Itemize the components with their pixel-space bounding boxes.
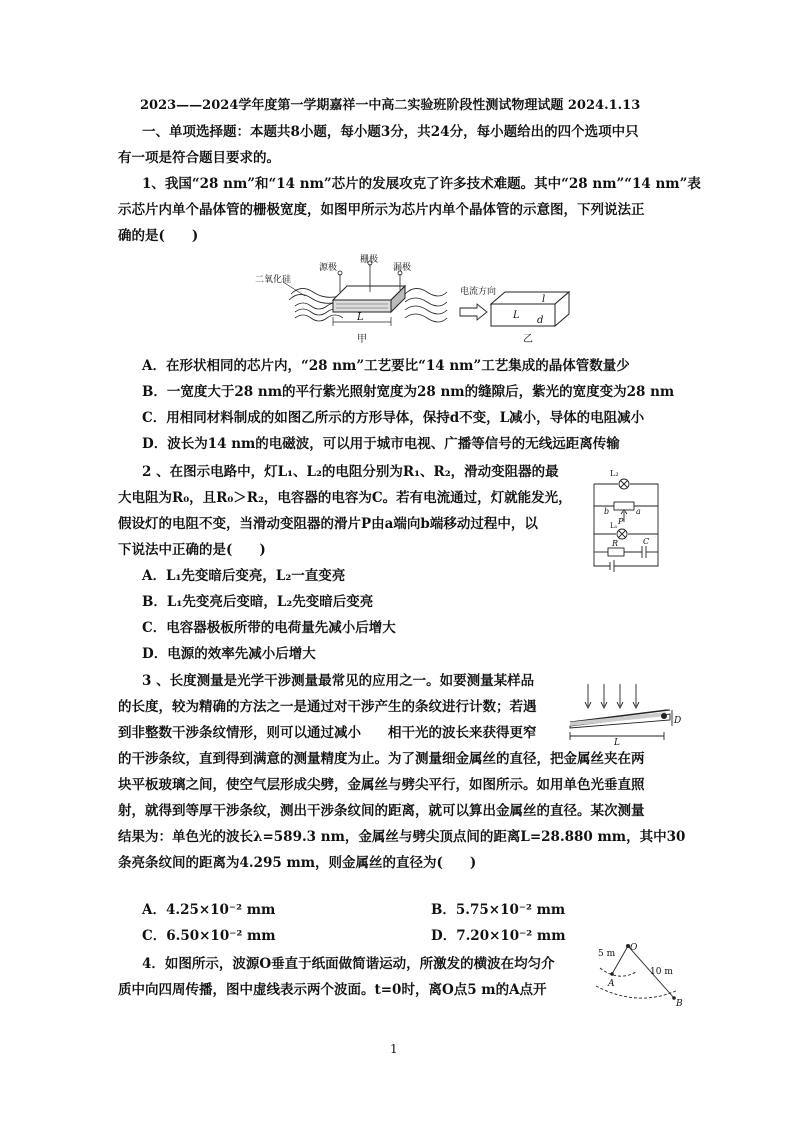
q2-circuit-figure bbox=[588, 462, 668, 572]
label-C: C bbox=[643, 537, 650, 546]
q1-option-c: C．用相同材料制成的如图乙所示的方形导体，保持d不变，L减小，导体的电阻减小 bbox=[142, 410, 645, 426]
q2-option-d: D．电源的效率先减小后增大 bbox=[142, 646, 316, 662]
label-10m: 10 m bbox=[650, 967, 673, 977]
q2-stem-1: 2 、在图示电路中，灯L₁、L₂的电阻分别为R₁、R₂，滑动变阻器的最 bbox=[142, 464, 559, 480]
q3-stem-5: 块平板玻璃之间，使空气层形成尖劈，金属丝与劈尖平行，如图所示。如用单色光垂直照 bbox=[118, 777, 645, 793]
label-b: b bbox=[604, 507, 610, 516]
label-L: L bbox=[357, 312, 364, 323]
q3-option-d: D．7.20×10⁻² mm bbox=[431, 928, 566, 944]
label-L1-lamp: L₁ bbox=[610, 522, 618, 530]
q1-option-b: B．一宽度大于28 nm的平行紫光照射宽度为28 nm的缝隙后，紫光的宽度变为28 nm bbox=[142, 384, 675, 400]
label-oxide: 二氧化硅 bbox=[255, 275, 292, 285]
q3-stem-8: 条亮条纹间的距离为4.295 mm，则金属丝的直径为( ) bbox=[118, 855, 477, 871]
q4-wave-figure bbox=[592, 938, 692, 1006]
label-P: P bbox=[618, 517, 624, 526]
q3-stem-1: 3 、长度测量是光学干涉测量最常见的应用之一。如要测量某样品 bbox=[142, 673, 535, 689]
label-L2-lamp: L₂ bbox=[610, 469, 619, 478]
label-O: O bbox=[630, 943, 638, 953]
label-L2: L bbox=[513, 310, 520, 321]
q3-stem-2: 的长度，较为精确的方法之一是通过对干涉产生的条纹进行计数；若遇 bbox=[118, 699, 537, 715]
q3-wedge-figure bbox=[566, 682, 682, 748]
label-current-direction: 电流方向 bbox=[460, 287, 497, 297]
label-a: a bbox=[636, 507, 641, 516]
q1-option-a: A．在形状相同的芯片内，“28 nm”工艺要比“14 nm”工艺集成的晶体管数量少 bbox=[142, 358, 630, 374]
label-L-wedge: L bbox=[614, 738, 620, 748]
exam-title: 2023——2024学年度第一学期嘉祥一中高二实验班阶段性测试物理试题 2024.1.13 bbox=[140, 98, 641, 113]
current-arrow-icon bbox=[460, 304, 487, 320]
q3-option-a: A．4.25×10⁻² mm bbox=[142, 902, 276, 918]
label-5m: 5 m bbox=[598, 949, 616, 959]
label-drain: 漏极 bbox=[393, 263, 412, 273]
q4-stem-2: 质中向四周传播，图中虚线表示两个波面。t=0时，离O点5 m的A点开 bbox=[118, 982, 547, 998]
label-l: l bbox=[542, 294, 546, 305]
q2-option-b: B．L₁先变亮后变暗，L₂先变暗后变亮 bbox=[142, 594, 374, 610]
label-R: R bbox=[612, 539, 619, 548]
q3-option-c: C．6.50×10⁻² mm bbox=[142, 928, 276, 944]
q2-option-a: A．L₁先变暗后变亮，L₂一直变亮 bbox=[142, 568, 346, 584]
label-D: D bbox=[674, 716, 682, 726]
q2-stem-3: 假设灯的电阻不变，当滑动变阻器的滑片P由a端向b端移动过程中，以 bbox=[118, 516, 538, 532]
label-yi: 乙 bbox=[523, 334, 533, 345]
q3-stem-6: 射，就得到等厚干涉条纹，测出干涉条纹间的距离，就可以算出金属丝的直径。某次测量 bbox=[118, 803, 645, 819]
page-number: 1 bbox=[390, 1042, 398, 1056]
q1-figure bbox=[255, 254, 585, 346]
q2-stem-4: 下说法中正确的是( ) bbox=[118, 542, 266, 558]
q3-stem-7: 结果为：单色光的波长λ=589.3 nm，金属丝与劈尖顶点间的距离L=28.880 mm，其中30 bbox=[118, 829, 686, 845]
section-heading: 一、单项选择题：本题共8小题，每小题3分，共24分，每小题给出的四个选项中只 bbox=[142, 124, 639, 140]
q2-option-c: C．电容器极板所带的电荷量先减小后增大 bbox=[142, 620, 396, 636]
section-heading-cont: 有一项是符合题目要求的。 bbox=[118, 150, 280, 166]
q3-stem-4: 的干涉条纹，直到得到满意的测量精度为止。为了测量细金属丝的直径，把金属丝夹在两 bbox=[118, 751, 645, 767]
label-source: 源极 bbox=[319, 263, 338, 273]
q3-option-b: B．5.75×10⁻² mm bbox=[431, 902, 566, 918]
q3-stem-3: 到非整数干涉条纹情形，则可以通过减小 相干光的波长来获得更窄 bbox=[118, 725, 537, 741]
q4-stem-1: 4．如图所示，波源O垂直于纸面做简谐运动，所激发的横波在均匀介 bbox=[142, 956, 555, 972]
label-gate: 栅极 bbox=[360, 255, 379, 265]
q1-stem-1: 1、我国“28 nm”和“14 nm”芯片的发展攻克了许多技术难题。其中“28 nm”“14 nm”表 bbox=[142, 176, 701, 192]
q1-stem-2: 示芯片内单个晶体管的栅极宽度，如图甲所示为芯片内单个晶体管的示意图，下列说法正 bbox=[118, 202, 645, 218]
label-jia: 甲 bbox=[357, 334, 367, 345]
label-A: A bbox=[608, 979, 615, 989]
q1-stem-3: 确的是( ) bbox=[118, 228, 199, 244]
label-B: B bbox=[676, 999, 683, 1006]
q2-stem-2: 大电阻为R₀，且R₀＞R₂，电容器的电容为C。若有电流通过，灯就能发光， bbox=[118, 490, 572, 506]
label-d: d bbox=[537, 315, 544, 326]
q1-option-d: D．波长为14 nm的电磁波，可以用于城市电视、广播等信号的无线远距离传输 bbox=[142, 436, 620, 452]
